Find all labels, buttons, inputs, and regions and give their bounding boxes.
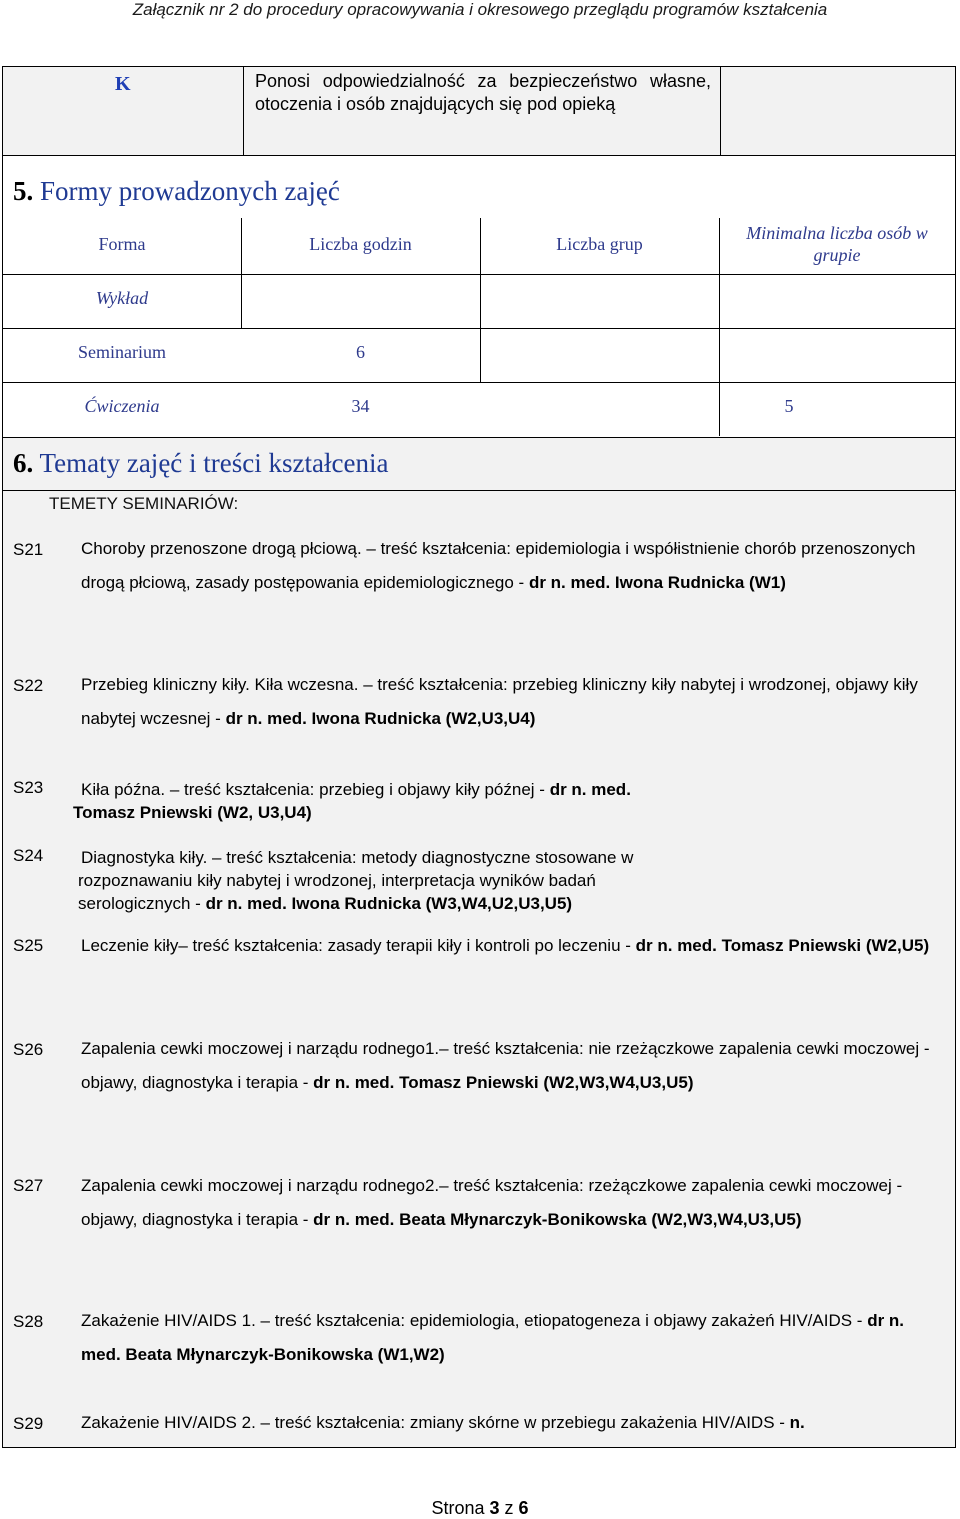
topic-s27: Zapalenia cewki moczowej i narządu rodnego2.– treść kształcenia: rzeżączkowe zapalenia cewki moczowej -objawy, diagnostyka i terapia - dr n. med. Beata Młynarczyk-Bonikowska (W2,W3,W4,U3,U5) [81, 1176, 903, 1229]
topic-s21: Choroby przenoszone drogą płciową. – treść kształcenia: epidemiologia i współistnienie chorób przenoszonych drogą płciową, zasady postępowania epidemiologicznego - dr n. med. Iwona Rudnicka (W1) [81, 539, 916, 592]
topic-s29: Zakażenie HIV/AIDS 2. – treść kształcenia: zmiany skórne w przebiegu zakażenia HIV/AIDS - n. [81, 1413, 805, 1432]
topic-code: S25 [13, 936, 44, 955]
topic-s23: Kiła późna. – treść kształcenia: przebieg i objawy kiły późnej - dr n. med. Tomasz Pniewski (W2, U3,U4) [73, 780, 631, 822]
learning-effect-table [2, 66, 956, 156]
topic-s22: Przebieg kliniczny kiły. Kiła wczesna. – treść kształcenia: przebieg kliniczny kiły nabytej i wrodzonej, objawy kiły nabytej wczesnej - dr n. med. Iwona Rudnicka (W2,U3,U4) [81, 675, 918, 728]
forms-table [3, 218, 955, 436]
topic-s28: Zakażenie HIV/AIDS 1. – treść kształcenia: epidemiologia, etiopatogeneza i objawy zakażeń HIV/AIDS - dr n. med. Beata Młynarczyk-Bonikowska (W1,W2) [81, 1311, 905, 1364]
page-footer: Strona 3 z 6 [431, 1498, 529, 1518]
topic-code: S21 [13, 540, 44, 559]
page-total: 6 [518, 1498, 529, 1518]
document-header: Załącznik nr 2 do procedury opracowywania i okresowego przeglądu programów kształcenia [132, 0, 828, 19]
topic-code: S23 [13, 778, 44, 797]
exercises-min: 5 [784, 396, 794, 416]
row-form-seminar: Seminarium [78, 342, 166, 362]
topic-code: S24 [13, 846, 44, 865]
forms-section [2, 156, 956, 438]
section-6-title: 6. Tematy zajęć i treści kształcenia [13, 448, 389, 478]
row-form-exercises: Ćwiczenia [84, 396, 160, 416]
col-header-min: Minimalna liczba osób w grupie [746, 223, 928, 265]
effect-code-cell [3, 67, 244, 155]
topic-code: S28 [13, 1312, 44, 1331]
topic-code: S22 [13, 676, 44, 695]
topic-code: S29 [13, 1414, 44, 1433]
row-form-lecture: Wykład [95, 288, 149, 308]
col-header-hours: Liczba godzin [309, 234, 412, 254]
topic-code: S27 [13, 1176, 44, 1195]
effect-text: Ponosi odpowiedzialność za bezpieczeństwo własne, otoczenia i osób znajdujących się pod opieką [255, 71, 711, 114]
topic-code: S26 [13, 1040, 44, 1059]
seminar-hours: 6 [356, 342, 365, 362]
col-header-form: Forma [98, 234, 146, 254]
topic-s24: Diagnostyka kiły. – treść kształcenia: metody diagnostyczne stosowane w rozpoznawaniu kiły nabytej i wrodzonej, interpretacja wyników badań serologicznych - dr n. med. Iwona Rudnicka (W3,W4,U2,U3,U5) [78, 848, 634, 913]
exercises-hours: 34 [351, 396, 370, 416]
effect-code: K [115, 73, 131, 95]
seminar-topics-heading: TEMETY SEMINARIÓW: [49, 494, 239, 513]
section-5-title: 5. Formy prowadzonych zajęć [13, 176, 340, 206]
effect-text-cell [243, 67, 721, 155]
topics-section [2, 438, 956, 1448]
col-header-groups: Liczba grup [556, 234, 643, 254]
topic-s25: Leczenie kiły– treść kształcenia: zasady terapii kiły i kontroli po leczeniu - dr n. med. Tomasz Pniewski (W2,U5) [81, 936, 930, 955]
topic-s26: Zapalenia cewki moczowej i narządu rodnego1.– treść kształcenia: nie rzeżączkowe zapalenia cewki moczowej -objawy, diagnostyka i terapia - dr n. med. Tomasz Pniewski (W2,W3,W4,U3,U5) [81, 1039, 930, 1092]
page-number: 3 [489, 1498, 500, 1518]
